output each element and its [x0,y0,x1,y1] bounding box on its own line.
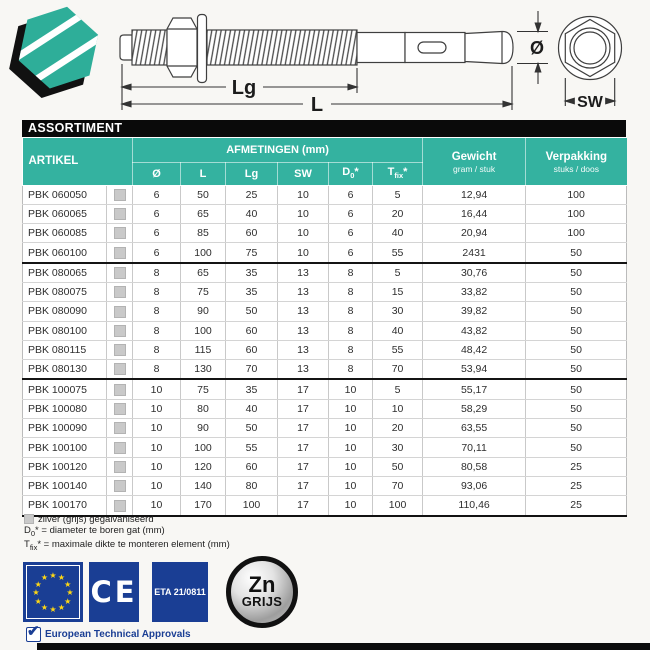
value-cell: 2431 [423,243,526,263]
value-cell: 60 [226,340,278,359]
value-cell: 8 [329,282,373,301]
column-header-diameter: Ø [133,162,181,185]
table-row [23,340,627,359]
table-row [23,321,627,340]
eu-star-icon: ★ [34,579,42,589]
value-cell: 10 [133,379,181,399]
artikel-cell: PBK 060085 [23,224,107,243]
value-cell: 65 [181,204,226,223]
value-cell: 90 [181,302,226,321]
value-cell: 50 [526,360,627,380]
eu-star-icon: ★ [57,573,66,583]
eu-star-icon: ★ [40,573,49,583]
value-cell: 17 [278,476,329,495]
table-row [23,360,627,380]
silver-indicator-square [114,461,126,473]
value-cell: 17 [278,438,329,457]
value-cell: 50 [526,379,627,399]
value-cell: 8 [133,360,181,380]
header-graphics-area [0,0,650,118]
value-cell: 10 [329,476,373,495]
eu-star-icon: ★ [34,596,42,606]
value-cell: 8 [329,360,373,380]
value-cell: 20 [373,419,423,438]
value-cell: 10 [278,185,329,204]
value-cell: 13 [278,321,329,340]
footnote-d0: $D_0*$ = diameter te boren gat (mm) [24,524,165,538]
column-header-sw: SW [278,162,329,185]
value-cell: 40 [226,204,278,223]
value-cell: 6 [133,243,181,263]
eu-flag-icon [23,562,83,622]
value-cell: 8 [133,321,181,340]
value-cell: 8 [133,263,181,283]
value-cell: 6 [329,185,373,204]
value-cell: 50 [526,399,627,418]
value-cell: 70,11 [423,438,526,457]
eu-star-icon: ★ [40,602,49,612]
value-cell: 90 [181,419,226,438]
value-cell: 6 [329,243,373,263]
silver-indicator-square [114,480,126,492]
eu-star-icon: ★ [57,602,66,612]
silver-indicator-square [114,344,126,356]
value-cell: 8 [329,321,373,340]
table-row [23,263,627,283]
artikel-cell: PBK 100170 [23,496,107,516]
value-cell: 80 [226,476,278,495]
silver-indicator-square [114,286,126,298]
value-cell: 10 [133,399,181,418]
value-cell: 10 [133,496,181,516]
eu-star-icon: ★ [64,579,72,589]
ce-mark-icon: CE [89,562,139,622]
footnotes [24,514,230,553]
value-cell: 8 [329,302,373,321]
value-cell: 50 [181,185,226,204]
color-indicator-cell [107,302,133,321]
artikel-cell: PBK 100075 [23,379,107,399]
value-cell: 50 [526,340,627,359]
color-indicator-cell [107,399,133,418]
value-cell: 30 [373,302,423,321]
value-cell: 50 [526,243,627,263]
table-row [23,438,627,457]
value-cell: 10 [278,243,329,263]
artikel-cell: PBK 060100 [23,243,107,263]
value-cell: 10 [329,419,373,438]
artikel-cell: PBK 080115 [23,340,107,359]
value-cell: 70 [226,360,278,380]
color-indicator-cell [107,360,133,380]
value-cell: 10 [329,496,373,516]
value-cell: 20,94 [423,224,526,243]
color-indicator-cell [107,282,133,301]
value-cell: 60 [226,321,278,340]
silver-indicator-square [114,247,126,259]
value-cell: 5 [373,379,423,399]
checkmark-icon: ✔ [27,623,40,640]
footnote-tfix: $T_{fix}*$ = maximale dikte te monteren element (mm) [24,538,230,552]
value-cell: 50 [373,457,423,476]
value-cell: 16,44 [423,204,526,223]
color-indicator-cell [107,263,133,283]
table-row [23,282,627,301]
end-view-drawing [559,17,622,80]
value-cell: 12,94 [423,185,526,204]
value-cell: 8 [329,340,373,359]
color-indicator-cell [107,340,133,359]
value-cell: 65 [181,263,226,283]
value-cell: 20 [373,204,423,223]
value-cell: 5 [373,263,423,283]
value-cell: 10 [133,419,181,438]
value-cell: 100 [526,224,627,243]
value-cell: 35 [226,263,278,283]
value-cell: 55 [373,243,423,263]
value-cell: 10 [278,204,329,223]
value-cell: 6 [133,204,181,223]
value-cell: 8 [133,282,181,301]
table-row [23,399,627,418]
value-cell: 10 [133,438,181,457]
column-header-artikel: ARTIKEL [23,138,133,186]
dim-label-sw: SW [577,94,603,111]
artikel-cell: PBK 080075 [23,282,107,301]
value-cell: 10 [278,224,329,243]
eta-approval-badge: ETA 21/0811 [152,562,208,622]
value-cell: 60 [226,224,278,243]
table-row [23,224,627,243]
value-cell: 115 [181,340,226,359]
artikel-cell: PBK 080130 [23,360,107,380]
eu-star-icon: ★ [32,588,40,597]
eu-star-icon: ★ [49,605,57,614]
value-cell: 8 [133,302,181,321]
table-title: ASSORTIMENT [22,120,626,137]
value-cell: 75 [226,243,278,263]
value-cell: 33,82 [423,282,526,301]
color-indicator-cell [107,321,133,340]
table-row [23,419,627,438]
column-header-verpakking: Verpakking stuks / doos [526,138,627,186]
value-cell: 5 [373,185,423,204]
value-cell: 100 [526,185,627,204]
silver-indicator-square [114,500,126,512]
silver-indicator-square [114,189,126,201]
bottom-divider-bar [37,643,650,650]
color-indicator-cell [107,243,133,263]
value-cell: 50 [526,282,627,301]
value-cell: 15 [373,282,423,301]
assortment-sheet [22,120,626,517]
value-cell: 53,94 [423,360,526,380]
table-row [23,243,627,263]
value-cell: 93,06 [423,476,526,495]
silver-indicator-square [114,422,126,434]
value-cell: 25 [526,476,627,495]
value-cell: 6 [329,224,373,243]
brand-logo-icon [2,4,115,98]
eu-star-icon: ★ [66,588,74,597]
value-cell: 70 [373,360,423,380]
artikel-cell: PBK 100140 [23,476,107,495]
value-cell: 58,29 [423,399,526,418]
value-cell: 13 [278,360,329,380]
table-row [23,476,627,495]
value-cell: 6 [133,185,181,204]
value-cell: 80 [181,399,226,418]
artikel-cell: PBK 080065 [23,263,107,283]
certification-badges [23,562,298,622]
value-cell: 100 [526,204,627,223]
value-cell: 17 [278,457,329,476]
color-indicator-cell [107,185,133,204]
silver-indicator-square [114,384,126,396]
column-header-l: L [181,162,226,185]
value-cell: 60 [226,457,278,476]
column-header-tfix: $T_{fix}*$ [373,162,423,185]
value-cell: 10 [133,457,181,476]
value-cell: 50 [226,419,278,438]
artikel-cell: PBK 060065 [23,204,107,223]
color-indicator-cell [107,379,133,399]
value-cell: 75 [181,379,226,399]
value-cell: 40 [226,399,278,418]
silver-indicator-square [114,442,126,454]
silver-indicator-square [114,306,126,318]
value-cell: 39,82 [423,302,526,321]
dim-label-diameter: Ø [529,38,545,58]
color-indicator-cell [107,476,133,495]
value-cell: 10 [329,438,373,457]
value-cell: 10 [329,399,373,418]
zinc-grey-badge: Zn GRIJS [226,556,298,628]
value-cell: 140 [181,476,226,495]
value-cell: 6 [133,224,181,243]
silver-indicator-square [114,208,126,220]
artikel-cell: PBK 080090 [23,302,107,321]
value-cell: 35 [226,282,278,301]
value-cell: 35 [226,379,278,399]
value-cell: 17 [278,419,329,438]
artikel-cell: PBK 100080 [23,399,107,418]
column-group-afmetingen: AFMETINGEN (mm) [133,138,423,163]
color-indicator-cell [107,419,133,438]
value-cell: 10 [373,399,423,418]
column-header-lg: Lg [226,162,278,185]
value-cell: 13 [278,282,329,301]
value-cell: 70 [373,476,423,495]
header-graphics [0,0,650,118]
value-cell: 100 [181,321,226,340]
silver-indicator-square [114,403,126,415]
value-cell: 13 [278,263,329,283]
dim-label-lg: Lg [231,77,257,99]
value-cell: 50 [526,419,627,438]
value-cell: 50 [526,302,627,321]
table-row [23,379,627,399]
artikel-cell: PBK 100090 [23,419,107,438]
value-cell: 100 [181,438,226,457]
footnote-color-legend: zilver (grijs) gegalvaniseerd [24,514,230,526]
color-indicator-cell [107,438,133,457]
eta-approvals-line [26,623,191,642]
value-cell: 40 [373,321,423,340]
value-cell: 8 [133,340,181,359]
table-row [23,302,627,321]
value-cell: 80,58 [423,457,526,476]
value-cell: 48,42 [423,340,526,359]
silver-indicator-square [114,363,126,375]
table-row [23,496,627,516]
value-cell: 100 [226,496,278,516]
value-cell: 50 [526,321,627,340]
assortment-table [22,137,627,517]
silver-indicator-square [114,267,126,279]
value-cell: 25 [526,457,627,476]
color-indicator-cell [107,457,133,476]
value-cell: 50 [226,302,278,321]
anchor-bolt-drawing [120,15,513,83]
value-cell: 30 [373,438,423,457]
table-row [23,457,627,476]
value-cell: 110,46 [423,496,526,516]
color-indicator-cell [107,496,133,516]
value-cell: 100 [181,243,226,263]
silver-indicator-square [114,325,126,337]
value-cell: 10 [133,476,181,495]
value-cell: 50 [526,263,627,283]
silver-color-swatch [24,514,34,524]
value-cell: 13 [278,340,329,359]
value-cell: 17 [278,496,329,516]
silver-indicator-square [114,227,126,239]
value-cell: 130 [181,360,226,380]
artikel-cell: PBK 100120 [23,457,107,476]
dim-label-l: L [310,94,324,116]
value-cell: 17 [278,399,329,418]
value-cell: 75 [181,282,226,301]
value-cell: 25 [526,496,627,516]
table-row [23,185,627,204]
value-cell: 100 [373,496,423,516]
value-cell: 170 [181,496,226,516]
color-indicator-cell [107,224,133,243]
value-cell: 30,76 [423,263,526,283]
artikel-cell: PBK 060050 [23,185,107,204]
artikel-cell: PBK 080100 [23,321,107,340]
eu-star-icon: ★ [49,571,57,580]
artikel-cell: PBK 100100 [23,438,107,457]
value-cell: 40 [373,224,423,243]
column-header-gewicht: Gewicht gram / stuk [423,138,526,186]
column-header-d0: $D_0*$ [329,162,373,185]
eu-star-icon: ★ [64,596,72,606]
value-cell: 17 [278,379,329,399]
value-cell: 10 [329,379,373,399]
value-cell: 120 [181,457,226,476]
value-cell: 85 [181,224,226,243]
value-cell: 63,55 [423,419,526,438]
value-cell: 8 [329,263,373,283]
value-cell: 55 [226,438,278,457]
table-row [23,204,627,223]
value-cell: 43,82 [423,321,526,340]
approvals-text: European Technical Approvals [45,629,191,640]
value-cell: 10 [329,457,373,476]
value-cell: 25 [226,185,278,204]
value-cell: 13 [278,302,329,321]
value-cell: 55 [373,340,423,359]
color-indicator-cell [107,204,133,223]
value-cell: 50 [526,438,627,457]
value-cell: 55,17 [423,379,526,399]
value-cell: 6 [329,204,373,223]
